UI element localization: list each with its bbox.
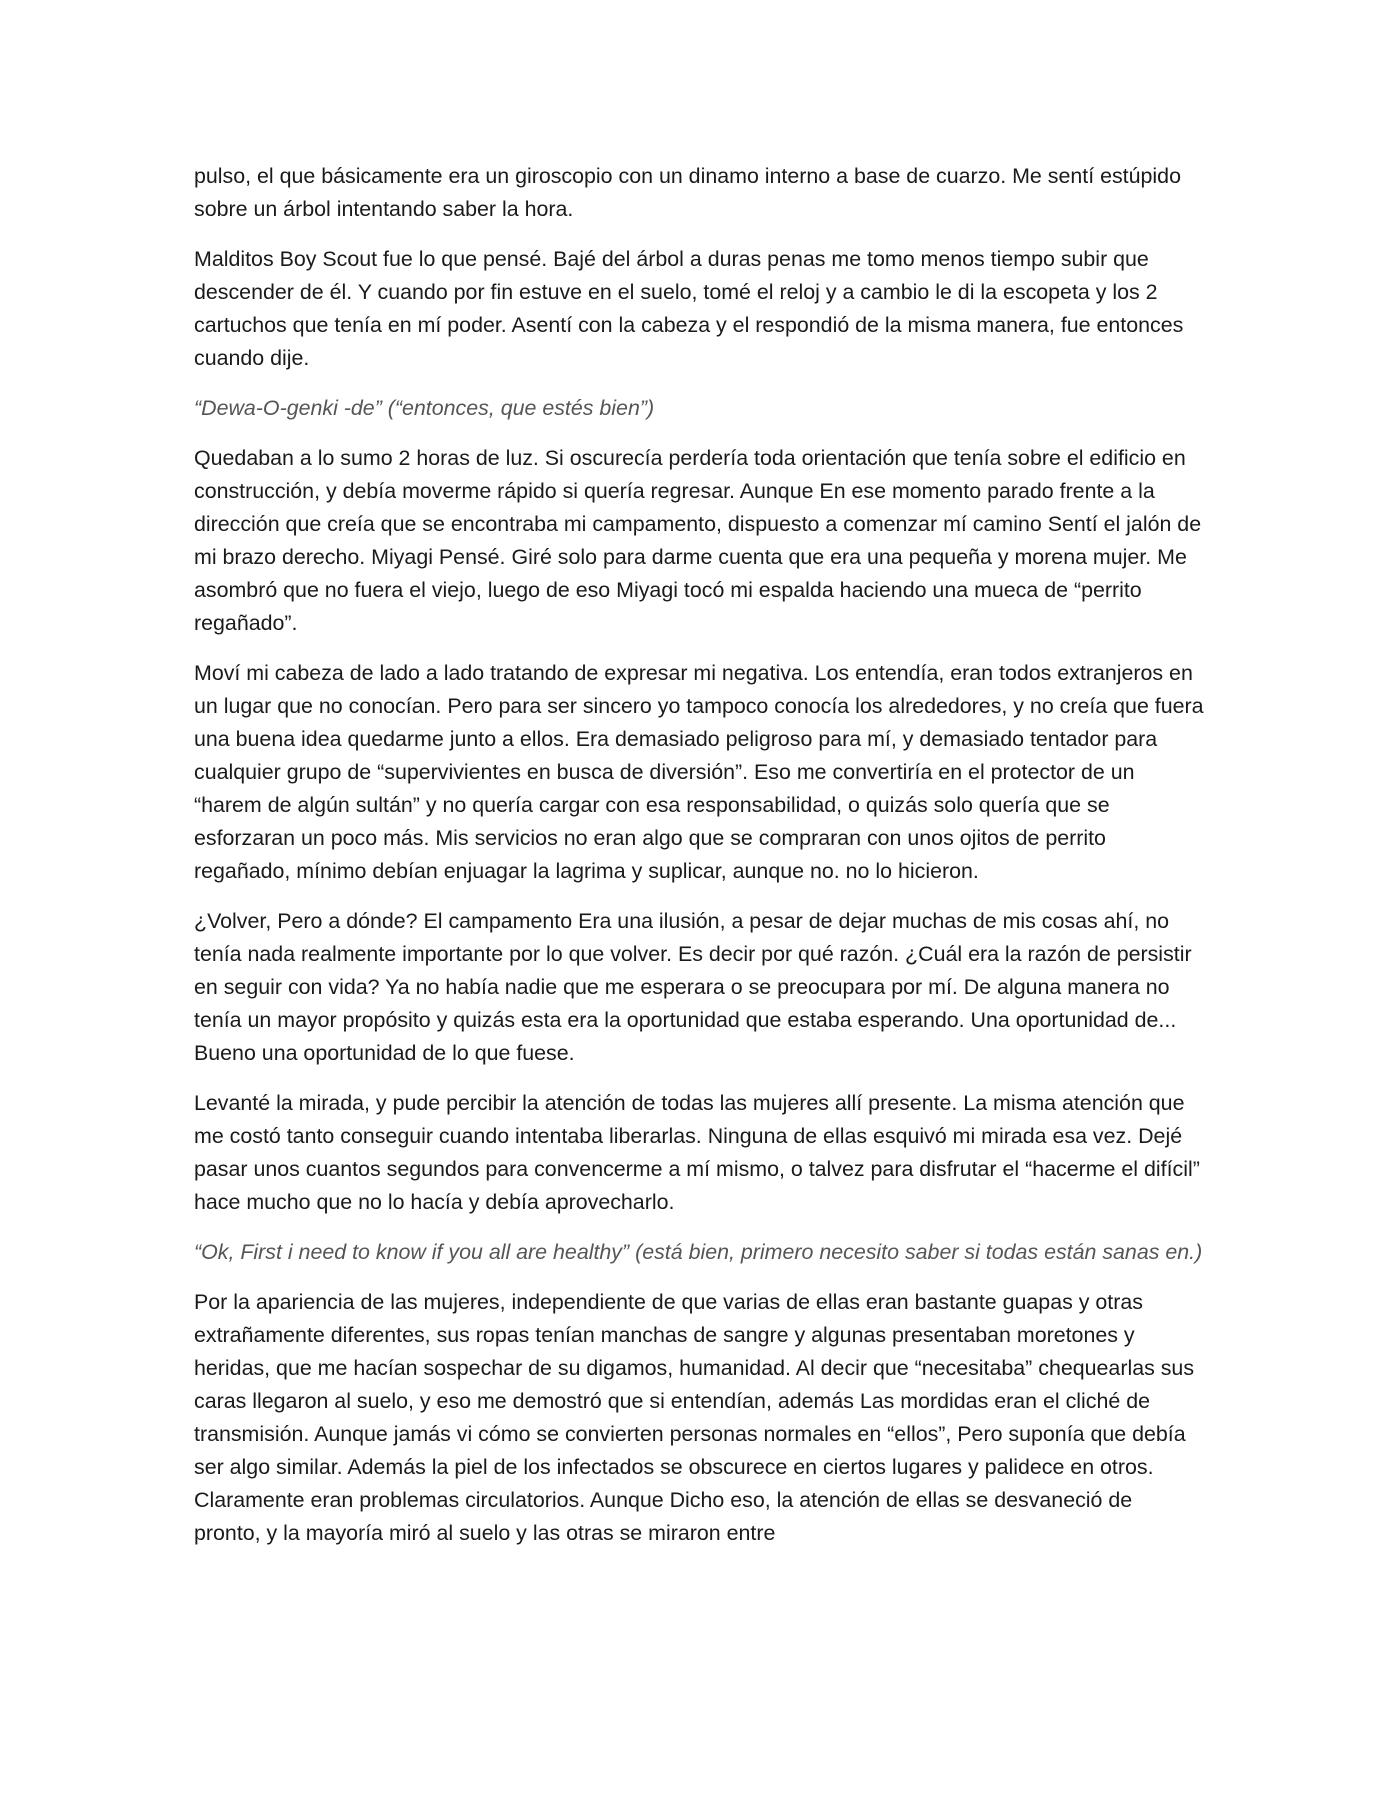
paragraph-2: Malditos Boy Scout fue lo que pensé. Bajé del árbol a duras penas me tomo menos tiempo subir que descender de él. Y cuando por fin estuve en el suelo, tomé el reloj y a cambio le di la escopeta y los 2 cartuchos que tenía en mí poder. Asentí con la cabeza y el respondió de la misma manera, fue entonces cuando dije. — [194, 247, 1184, 370]
paragraph-5: ¿Volver, Pero a dónde? El campamento Era una ilusión, a pesar de dejar muchas de mis cosas ahí, no tenía nada realmente importante por lo que volver. Es decir por qué razón. ¿Cuál era la razón de persistir en seguir con vida? Ya no había nadie que me esperara o se preocupara por mí. De alguna manera no tenía un mayor propósito y quizás esta era la oportunidad que estaba esperando. Una oportunidad de... Bueno una oportunidad de lo que fuese. — [194, 909, 1192, 1065]
paragraph-3: Quedaban a lo sumo 2 horas de luz. Si oscurecía perdería toda orientación que tenía sobre el edificio en construcción, y debía moverme rápido si quería regresar. Aunque En ese momento parado frente a la dirección que creía que se encontraba mi campamento, dispuesto a comenzar mí camino Sentí el jalón de mi brazo derecho. Miyagi Pensé. Giré solo para darme cuenta que era una pequeña y morena mujer. Me asombró que no fuera el viejo, luego de eso Miyagi tocó mi espalda haciendo una mueca de “perrito regañado”. — [194, 446, 1202, 635]
body-text — [194, 160, 1204, 1567]
dialogue-line-2: “Ok, First i need to know if you all are healthy” (está bien, primero necesito saber si todas están sanas en.) — [194, 1240, 1203, 1264]
paragraph-1: pulso, el que básicamente era un giroscopio con un dinamo interno a base de cuarzo. Me sentí estúpido sobre un árbol intentando saber la hora. — [194, 164, 1181, 221]
paragraph-6: Levanté la mirada, y pude percibir la atención de todas las mujeres allí presente. La misma atención que me costó tanto conseguir cuando intentaba liberarlas. Ninguna de ellas esquivó mi mirada esa vez. Dejé pasar unos cuantos segundos para convencerme a mí mismo, o talvez para disfrutar el “hacerme el difícil” hace mucho que no lo hacía y debía aprovecharlo. — [194, 1091, 1200, 1214]
paragraph-4: Moví mi cabeza de lado a lado tratando de expresar mi negativa. Los entendía, eran todos extranjeros en un lugar que no conocían. Pero para ser sincero yo tampoco conocía los alrededores, y no creía que fuera una buena idea quedarme junto a ellos. Era demasiado peligroso para mí, y demasiado tentador para cualquier grupo de “supervivientes en busca de diversión”. Eso me convertiría en el protector de un “harem de algún sultán” y no quería cargar con esa responsabilidad, o quizás solo quería que se esforzaran un poco más. Mis servicios no eran algo que se compraran con unos ojitos de perrito regañado, mínimo debían enjuagar la lagrima y suplicar, aunque no. no lo hicieron. — [194, 661, 1204, 883]
paragraph-7: Por la apariencia de las mujeres, independiente de que varias de ellas eran bastante guapas y otras extrañamente diferentes, sus ropas tenían manchas de sangre y algunas presentaban moretones y heridas, que me hacían sospechar de su digamos, humanidad. Al decir que “necesitaba” chequearlas sus caras llegaron al suelo, y eso me demostró que si entendían, además Las mordidas eran el cliché de transmisión. Aunque jamás vi cómo se convierten personas normales en “ellos”, Pero suponía que debía ser algo similar. Además la piel de los infectados se obscurece en ciertos lugares y palidece en otros. Claramente eran problemas circulatorios. Aunque Dicho eso, la atención de ellas se desvaneció de pronto, y la mayoría miró al suelo y las otras se miraron entre — [194, 1290, 1195, 1545]
dialogue-line-1: “Dewa-O-genki -de” (“entonces, que estés bien”) — [194, 396, 655, 420]
